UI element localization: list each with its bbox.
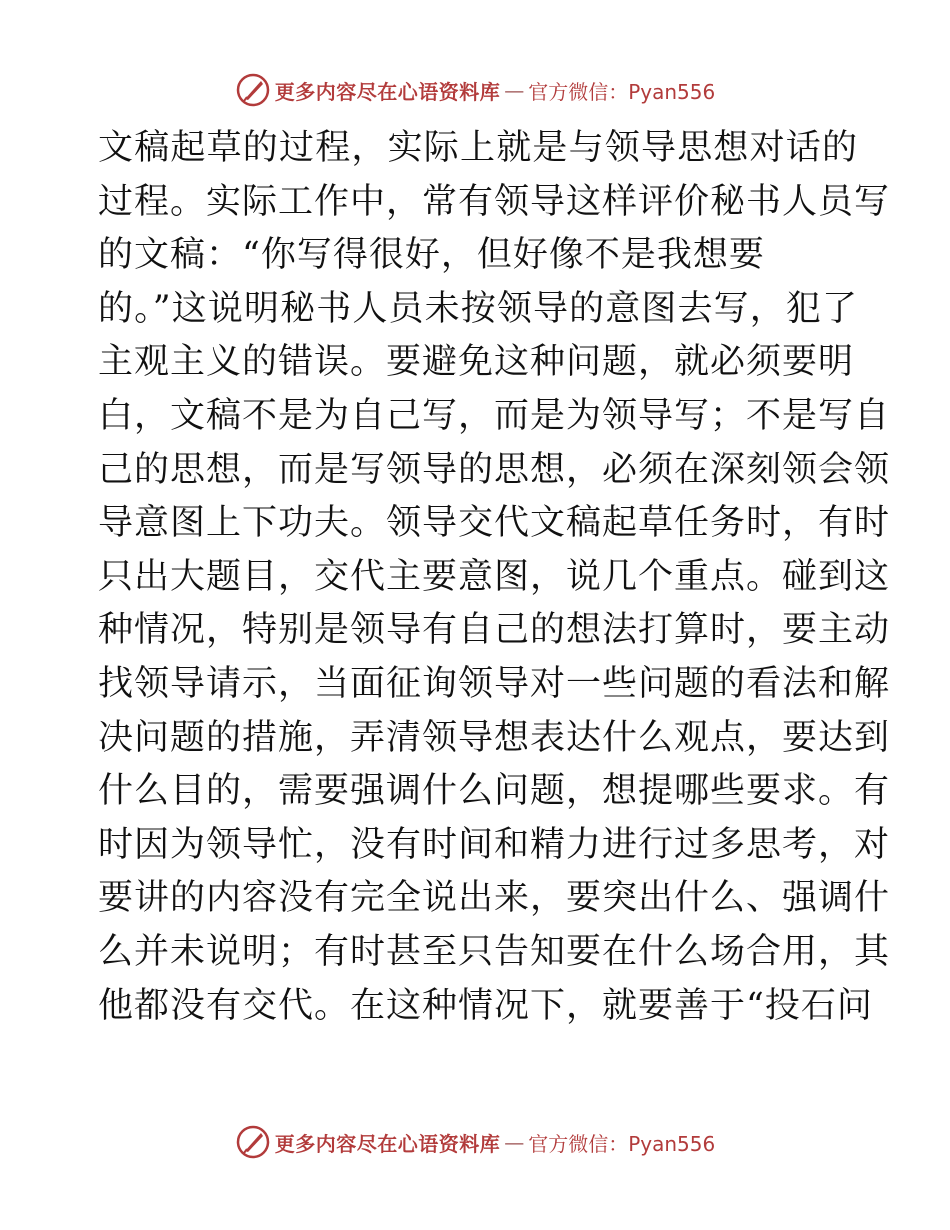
text-line: 么并未说明；有时甚至只告知要在什么场合用，其	[98, 931, 891, 972]
footer-banner	[0, 1122, 950, 1162]
text-line: 时因为领导忙，没有时间和精力进行过多思考，对	[98, 824, 891, 865]
banner-title: 更多内容尽在心语资料库	[274, 79, 501, 104]
text-line: 文稿起草的过程，实际上就是与领导思想对话的	[98, 128, 858, 168]
text-line: 己的思想，而是写领导的思想，必须在深刻领会领	[98, 449, 891, 490]
text-line: 的。”这说明秘书人员未按领导的意图去写，犯了	[98, 288, 858, 329]
text-line: 过程。实际工作中，常有领导这样评价秘书人员写	[98, 181, 891, 222]
banner-separator: —	[504, 78, 525, 102]
banner-separator: —	[504, 1130, 525, 1154]
text-line: 只出大题目，交代主要意图，说几个重点。碰到这	[98, 556, 891, 597]
text-line: 找领导请示，当面征询领导对一些问题的看法和解	[98, 663, 891, 704]
text-line: 决问题的措施，弄清领导想表达什么观点，要达到	[98, 717, 891, 758]
text-line: 他都没有交代。在这种情况下，就要善于“投石问	[98, 985, 873, 1026]
text-line: 的文稿：“你写得很好，但好像不是我想要	[98, 235, 765, 276]
text-line: 导意图上下功夫。领导交代文稿起草任务时，有时	[98, 503, 891, 544]
header-banner	[0, 70, 950, 110]
quill-logo-icon	[235, 72, 271, 108]
text-line: 白，文稿不是为自己写，而是为领导写；不是写自	[98, 395, 891, 436]
document-body	[98, 122, 891, 1033]
text-line: 主观主义的错误。要避免这种问题，就必须要明	[98, 342, 855, 383]
banner-wechat: 官方微信：Pyan556	[528, 1131, 716, 1156]
banner-wechat: 官方微信：Pyan556	[528, 79, 716, 104]
text-line: 种情况，特别是领导有自己的想法打算时，要主动	[98, 610, 891, 651]
banner-title: 更多内容尽在心语资料库	[274, 1131, 501, 1156]
quill-logo-icon	[235, 1124, 271, 1160]
text-line: 要讲的内容没有完全说出来，要突出什么、强调什	[98, 878, 891, 919]
text-line: 什么目的，需要强调什么问题，想提哪些要求。有	[98, 771, 891, 812]
